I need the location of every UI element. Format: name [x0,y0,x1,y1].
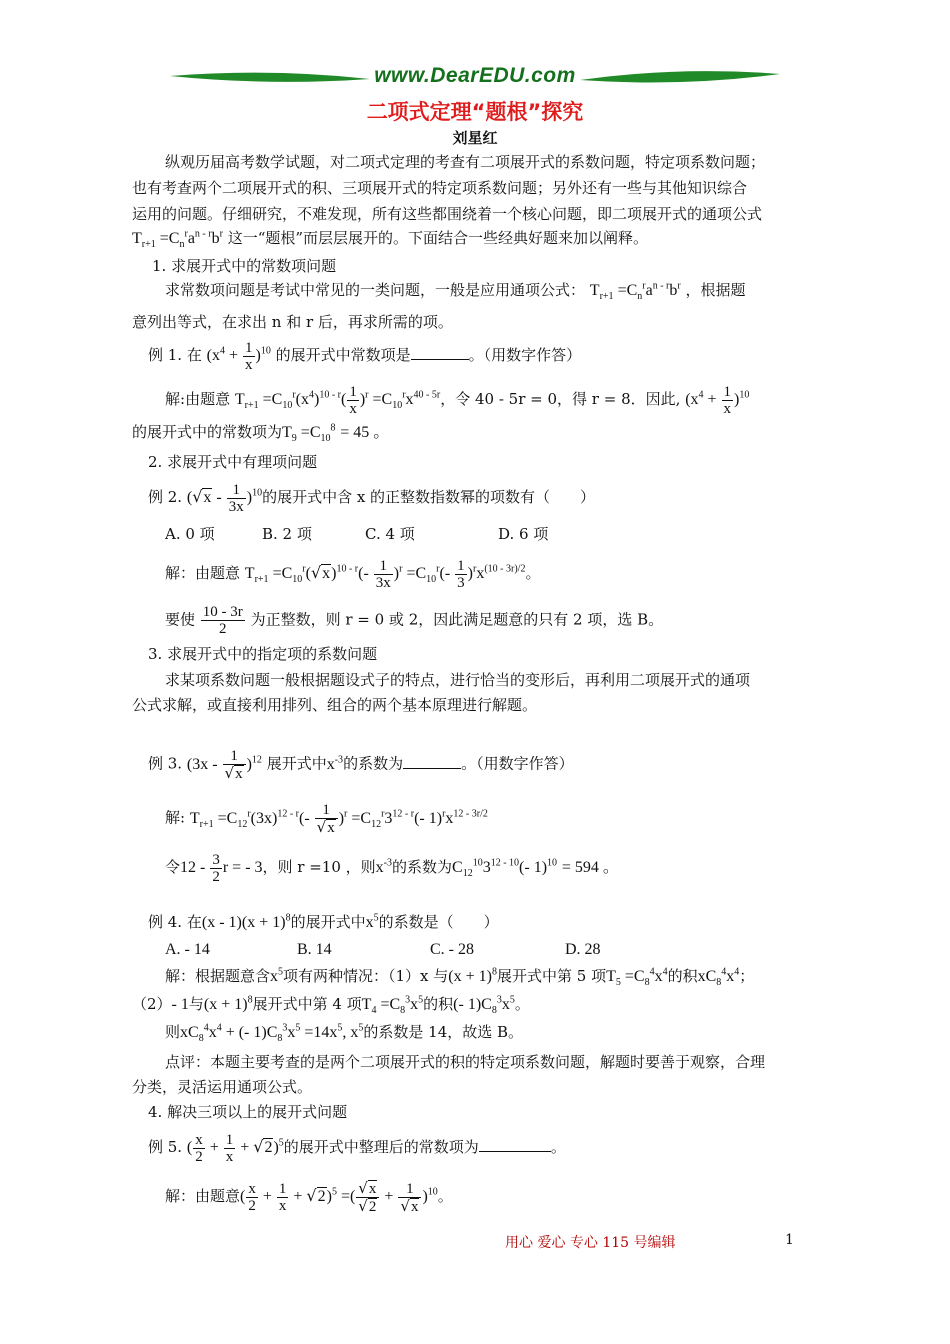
example-2-option-c[interactable]: C. 4 项 [365,525,415,543]
example-3-power: $x^{-3}$ [326,754,344,773]
example-4-option-c[interactable]: C. - 28 [430,941,474,958]
solution-1-expression-2: ($x^4$ + $\frac{1}{x}$ )$^{10}$ [685,384,750,417]
example-3-answer-blank[interactable] [403,754,461,769]
intro-line-2: 也有考查两个二项展开式的积、三项展开式的特定项系数问题；另外还有一些与其他知识综合 [132,179,748,197]
solution-4-end: ； [739,967,755,985]
solution-4-line-1 [165,966,754,987]
example-3 [148,748,574,782]
example-4 [148,912,499,933]
solution-2-end: 。 [525,564,541,583]
example-4-expression: $(x - 1)(x + 1)^8$ [201,912,291,931]
page-number: 1 [785,1232,794,1248]
example-1-label: 例 1. [148,346,183,365]
page-title: 二项式定理“题根”探究 [366,100,584,124]
example-2-option-b[interactable]: B. 2 项 [262,525,312,543]
example-4-post: 的系数是（ ） [378,913,499,931]
solution-3-label: 解: [165,808,186,827]
example-1 [148,340,581,373]
example-3-expression: (3x - 1 √ x )$^{12}$ [187,756,262,773]
solution-1-mid: ，令 40 - 5r = 0，得 r = 8．因此, [440,390,681,409]
example-2 [148,482,595,515]
solution-5-pre: 解：由题意 [165,1187,241,1206]
solution-1-value: = 45 。 [340,424,390,441]
solution-4-pre: 解：根据题意含 [165,967,271,985]
solution-4-line-3-pre: 则 [165,1023,181,1041]
solution-4-product-2: (- $1)C_8^3x^5$ [453,994,515,1017]
solution-3-line-2 [165,852,619,885]
solution-2 [165,558,540,591]
section-1-text-2: 意列出等式，在求出 n 和 r 后，再求所需的项。 [132,313,453,331]
solution-4-term-5: $T_5 =C_8^4x^4$ [606,966,668,989]
solution-1-line-2-text: 的展开式中的常数项为 [132,423,283,441]
example-1-end: 。（用数字作答） [468,346,582,365]
solution-2-condition-pre: 要使 [165,610,196,629]
author-name: 刘星红 [452,129,498,147]
example-3-label: 例 3. [148,754,183,773]
example-2-post: 的展开式中含 x 的正整数指数幂的项数有（ ） [262,488,596,507]
section-3-heading: 3. 求展开式中的指定项的系数问题 [148,645,378,663]
site-banner [170,62,780,98]
example-4-pre: 在 [186,913,202,931]
example-5-answer-blank[interactable] [479,1137,551,1152]
solution-3-let-mid: ，则 r =10 ，则 [262,858,376,877]
solution-3-equation: 12 - $\frac{3}{2}$ r = - 3 [180,852,263,885]
solution-4-product-1: $xC_8^4x^4$ [697,966,740,989]
solution-4-binomial-2: $(x + 1)^8$ [203,994,253,1013]
solution-2-label: 解：由题意 [165,564,241,583]
solution-4-line-2-pre: （2） [132,995,172,1013]
solution-3-expression: $T_{r+1} =C_{12}^r(3x)^{12 - r}(-$ 1 √ x )$^r =C_{12}^r3^{12 - r}(-$ $1)^rx^{12 - 3r/2}$ [190,810,488,827]
solution-2-fraction: $\frac{10 - 3r}{2}$ [202,604,243,637]
example-4-option-b[interactable]: B. 14 [297,941,332,958]
solution-1-term: $T_9 =C_{10}^8$ [282,422,336,445]
site-name[interactable]: www.DearEDU.com [374,64,576,87]
footer-text: 用心 爱心 专心 115 号编辑 [505,1235,676,1251]
example-4-option-d[interactable]: D. 28 [565,941,601,958]
solution-2-condition-post: 为正整数，则 r = 0 或 2，因此满足题意的只有 2 项，选 B。 [250,610,664,629]
solution-4-minus-one: - 1 [171,996,189,1013]
solution-1-pre: 由题意 [185,390,231,409]
section-3-text-1: 求某项系数问题一般根据题设式子的特点，进行恰当的变形后，再利用二项展开式的通项 [165,671,751,689]
section-1-text-1-a: 求常数项问题是考试中常见的一类问题，一般是应用通项公式： [165,281,586,299]
solution-4-post: 的积 [667,967,698,985]
example-1-pre: 在 [186,346,202,365]
solution-4-line-2-post: 的积 [423,995,454,1013]
intro-line-1: 纵观历届高考数学试题，对二项式定理的考查有二项展开式的系数问题，特定项系数问题； [165,153,766,171]
example-1-expression: ($x^4$ + $\frac{1}{x}$ )$^{10}$ [206,340,271,373]
solution-5-end: 。 [437,1187,453,1206]
intro-line-4 [132,228,648,249]
section-1-heading: 1. 求展开式中的常数项问题 [152,257,337,275]
example-1-answer-blank[interactable] [411,345,469,360]
example-2-label: 例 2. [148,488,183,507]
comment-line-1: 点评：本题主要考查的是两个二项展开式的积的特定项系数问题，解题时要善于观察，合理 [165,1053,766,1071]
solution-5 [165,1180,453,1215]
section-3-text-2: 公式求解，或直接利用排列、组合的两个基本原理进行解题。 [132,696,538,714]
section-1-text-1 [165,280,746,301]
example-4-label: 例 4. [148,913,183,931]
solution-3-power: $x^{-3}$ [375,857,393,877]
solution-4-line-2-end: 。 [514,995,530,1013]
solution-4-mid2: 展开式中第 5 项 [496,967,607,985]
solution-5-expression: ( $\frac{x}{2}$ + $\frac{1}{x}$ + √ 2)$^5$ =( √ x √ 2 + 1 √ x )$^{10}$ [240,1188,438,1205]
solution-4-power: $x^5$ [270,966,284,985]
solution-3-let-pre: 令 [165,858,181,877]
example-3-post: 的系数为 [343,754,404,773]
example-5-end: 。 [550,1138,566,1157]
solution-3-coefficient: $C_{12}^{10}3^{12 - 10}(-$ 1)$^{10}$ [452,857,558,880]
solution-4-line-2 [132,994,530,1015]
example-4-option-a[interactable]: A. - 14 [165,941,210,958]
solution-1-line-2 [132,422,389,443]
example-4-power: $x^5$ [365,912,379,931]
section-1-text-1-b: ，根据题 [685,281,746,299]
comment-line-2: 分类，灵活运用通项公式。 [132,1078,313,1096]
solution-4-line-3-post: 的系数是 14，故选 B。 [363,1023,524,1041]
example-3-mid: 展开式中 [266,754,327,773]
example-5-post: 的展开式中整理后的常数项为 [283,1138,479,1157]
section-4-heading: 4. 解决三项以上的展开式问题 [148,1103,348,1121]
example-3-end: 。（用数字作答） [461,754,574,773]
solution-4-line-2-mid2: 展开式中第 4 项 [252,995,362,1013]
example-2-option-d[interactable]: D. 6 项 [498,525,549,543]
solution-4-mid: 项有两种情况：（1）x 与 [283,967,449,985]
solution-2-expression: $T_{r+1} =C_{10}^r(√$ x)$^{10 - r}$(- $\frac{1}{3x}$ )$^r =C_{10}^r(-$ $\frac{1}{3}$ )$^rx^{(10 - 3r)/2}$ [245,565,526,582]
solution-2-condition [165,604,663,637]
general-term-formula-2: $T_{r+1} =C_n^ra^{n - r}b^r$ [589,280,681,303]
solution-1-expression: $T_{r+1} =C_{10}^r(x^4)^{10 - r}$( $\frac{1}{x}$ )$^r =C_{10}^rx^{40 - 5r}$ [234,384,441,417]
solution-4-binomial: $(x + 1)^8$ [448,966,497,985]
general-term-formula: $T_{r+1} =C_n^ra^{n - r}b^r$ [132,228,223,251]
example-5-expression: ( $\frac{x}{2}$ + $\frac{1}{x}$ + √ 2)$^5$ [187,1139,284,1156]
solution-1-label: 解: [165,390,186,409]
solution-4-term-4: $T_4 =C_8^3x^5$ [361,994,424,1017]
section-2-heading: 2. 求展开式中有理项问题 [148,453,318,471]
example-2-expression: (√ x - $\frac{1}{3x}$ )$^{10}$ [187,489,262,506]
example-1-post: 的展开式中常数项是 [275,346,411,365]
example-5 [148,1132,566,1165]
example-4-mid: 的展开式中 [290,913,366,931]
solution-3-let-post: 的系数为 [392,858,453,877]
solution-4-sum: $xC_8^4x^4$ + (- $1)C_8^3x^5 =14x^5$, $x^5$ [180,1022,364,1045]
solution-1 [165,384,749,417]
intro-line-3: 运用的问题。仔细研究，不难发现，所有这些都围绕着一个核心问题，即二项展开式的通项公式 [132,205,763,223]
solution-4-line-2-mid: 与 [188,995,204,1013]
solution-3-value: = 594 。 [561,859,619,877]
example-5-label: 例 5. [148,1138,183,1157]
solution-3 [165,802,488,836]
solution-4-line-3 [165,1022,523,1043]
intro-line-4-text: 这一“题根”而层层展开的。下面结合一些经典好题来加以阐释。 [227,229,649,247]
example-2-option-a[interactable]: A. 0 项 [165,525,215,543]
